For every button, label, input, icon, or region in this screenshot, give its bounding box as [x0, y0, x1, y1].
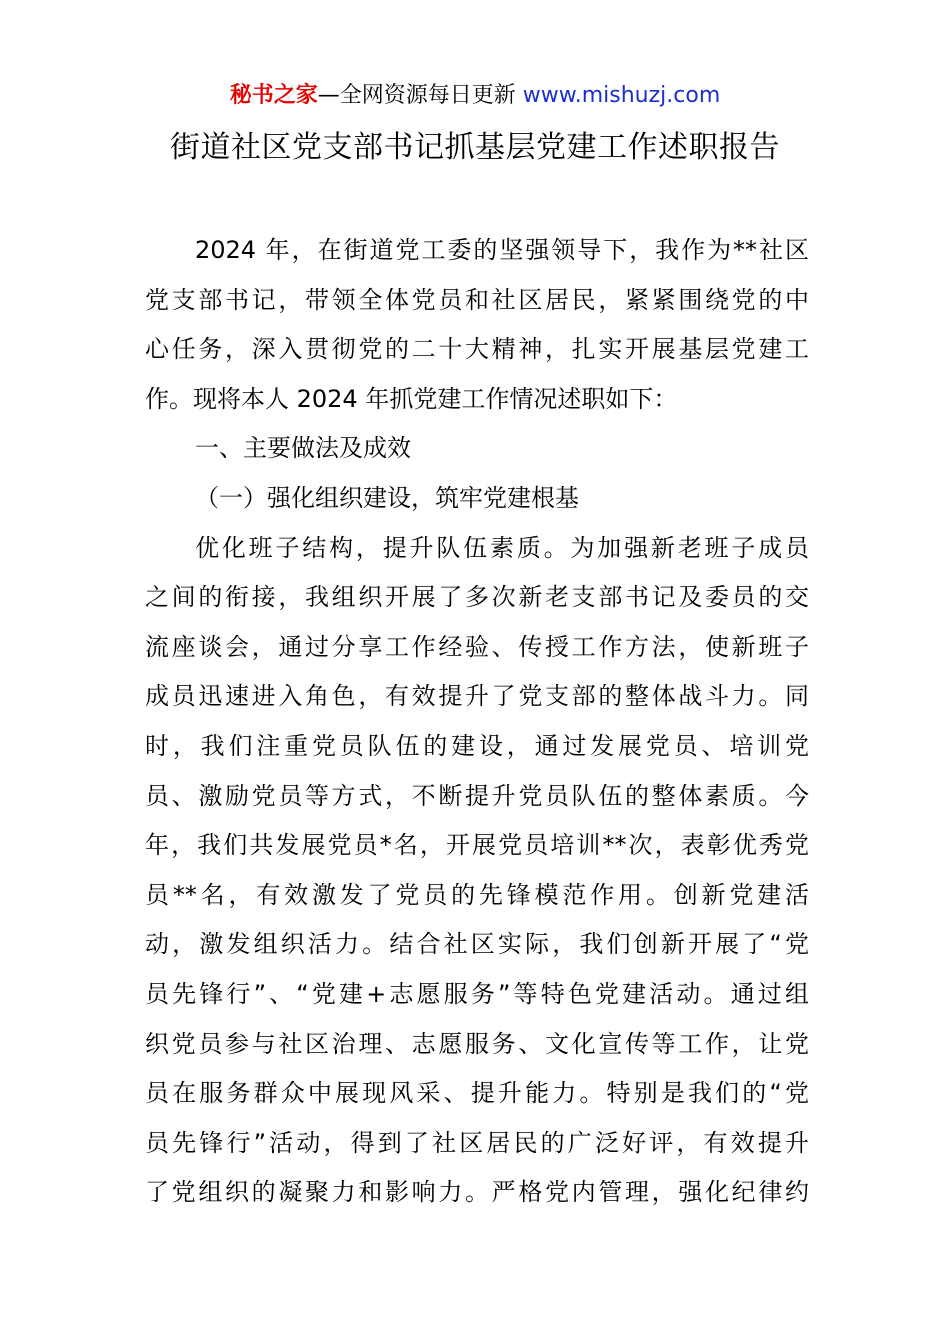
paragraph-line: 员、激励党员等方式，不断提升党员队伍的整体素质。今 [145, 781, 809, 810]
paragraph-line: 心任务，深入贯彻党的二十大精神，扎实开展基层党建工 [145, 335, 809, 364]
paragraph-line: 年，我们共发展党员*名，开展党员培训**次，表彰优秀党 [145, 831, 809, 860]
paragraph-line: 员在服务群众中展现风采、提升能力。特别是我们的“党 [145, 1079, 809, 1108]
site-url-link[interactable]: www.mishuzj.com [522, 83, 721, 108]
document-body [145, 226, 809, 1218]
paragraph-line: 成员迅速进入角色，有效提升了党支部的整体战斗力。同 [145, 682, 809, 711]
site-header [0, 80, 950, 112]
paragraph-line: 优化班子结构，提升队伍素质。为加强新老班子成员 [195, 533, 809, 562]
paragraph-line: 动，激发组织活力。结合社区实际，我们创新开展了“党 [145, 930, 809, 959]
paragraph-line: 2024 年，在街道党工委的坚强领导下，我作为**社区 [195, 236, 809, 264]
section-heading: 一、主要做法及成效 [195, 434, 411, 463]
paragraph-line: 员**名，有效激发了党员的先锋模范作用。创新党建活 [145, 880, 809, 909]
paragraph-line: 流座谈会，通过分享工作经验、传授工作方法，使新班子 [145, 632, 809, 661]
paragraph-line: 党支部书记，带领全体党员和社区居民，紧紧围绕党的中 [145, 285, 809, 314]
document-title: 街道社区党支部书记抓基层党建工作述职报告 [170, 130, 780, 165]
site-brand: 秘书之家 [229, 83, 318, 108]
subsection-heading: （一）强化组织建设，筑牢党建根基 [195, 483, 579, 512]
paragraph-line: 织党员参与社区治理、志愿服务、文化宣传等工作，让党 [145, 1029, 809, 1058]
paragraph-line: 之间的衔接，我组织开展了多次新老支部书记及委员的交 [145, 583, 809, 612]
site-tagline: —全网资源每日更新 [317, 83, 523, 108]
paragraph-line: 员先锋行”活动，得到了社区居民的广泛好评，有效提升 [145, 1128, 809, 1157]
paragraph-line: 作。现将本人 2024 年抓党建工作情况述职如下： [145, 384, 678, 413]
paragraph-line: 员先锋行”、“党建+志愿服务”等特色党建活动。通过组 [145, 979, 809, 1008]
paragraph-line: 了党组织的凝聚力和影响力。严格党内管理，强化纪律约 [145, 1178, 809, 1207]
paragraph-line: 时，我们注重党员队伍的建设，通过发展党员、培训党 [145, 731, 809, 760]
